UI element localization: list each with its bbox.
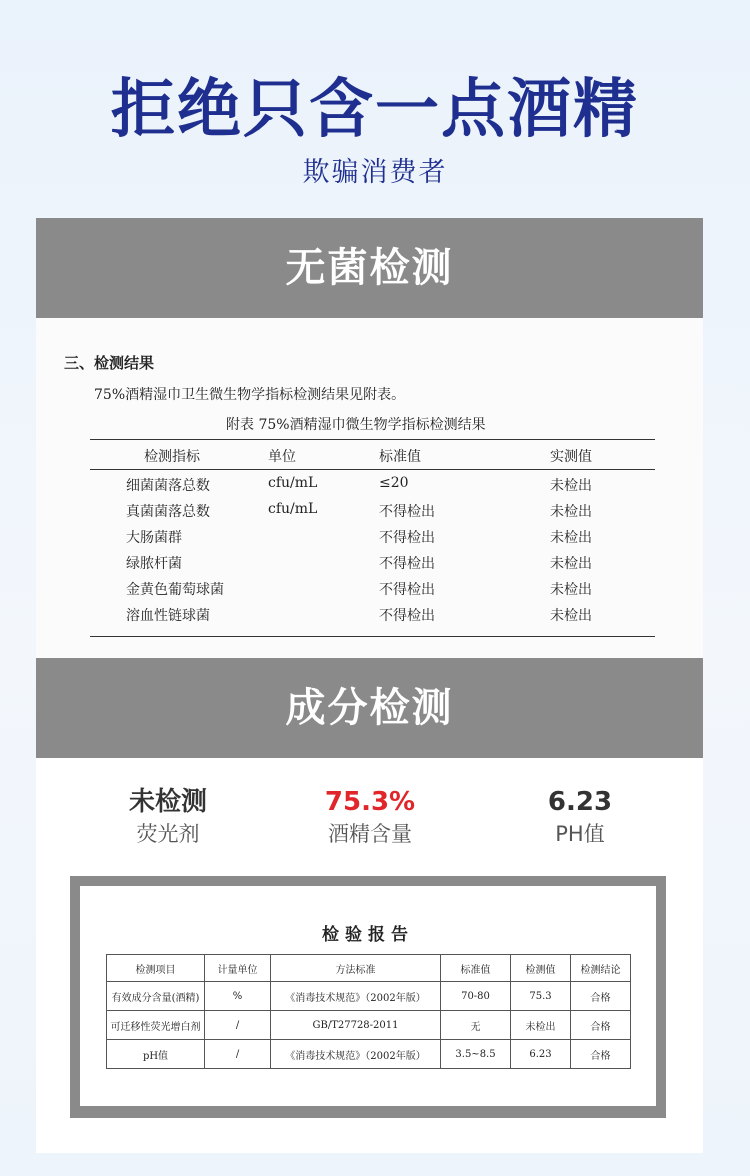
column-header: 标准值	[379, 449, 421, 465]
table-cell: 可迁移性荧光增白剂	[107, 1011, 205, 1040]
column-header: 计量单位	[205, 955, 271, 982]
micro-table-header	[90, 442, 655, 468]
table-cell: 未检出	[550, 504, 592, 520]
column-header: 检测值	[511, 955, 571, 982]
inspection-table-body	[107, 982, 631, 1069]
inspection-table	[106, 954, 631, 1069]
stat-label: PH值	[555, 822, 605, 846]
inspection-report-frame	[70, 876, 666, 1118]
column-header: 方法标准	[271, 955, 441, 982]
table-cell: 不得检出	[379, 530, 435, 546]
hero-title: 拒绝只含一点酒精	[111, 73, 639, 147]
table-cell: 不得检出	[379, 556, 435, 572]
column-header: 实测值	[550, 449, 592, 465]
table-cell: 真菌菌落总数	[126, 504, 210, 520]
inspection-table-row	[107, 1040, 631, 1069]
table-cell: 3.5~8.5	[441, 1040, 511, 1069]
content-card	[36, 218, 703, 1153]
table-cell: cfu/mL	[268, 475, 318, 491]
table-cell: 金黄色葡萄球菌	[126, 582, 224, 598]
column-header: 检测指标	[144, 449, 200, 465]
table-cell: %	[205, 982, 271, 1011]
stat-label: 酒精含量	[328, 822, 412, 846]
table-cell: pH值	[107, 1040, 205, 1069]
table-cell: 未检出	[550, 556, 592, 572]
table-cell: 无	[441, 1011, 511, 1040]
table-cell: 有效成分含量(酒精)	[107, 982, 205, 1011]
table-cell: /	[205, 1040, 271, 1069]
micro-table-row	[90, 471, 655, 497]
micro-table-row	[90, 523, 655, 549]
stat-value: 75.3%	[324, 787, 416, 817]
micro-table-row	[90, 549, 655, 575]
table-cell: 不得检出	[379, 608, 435, 624]
stat-ph-value	[480, 786, 680, 848]
report-table-caption: 附表 75%酒精湿巾微生物学指标检测结果	[226, 417, 486, 433]
hero-subtitle: 欺骗消费者	[302, 157, 448, 188]
inspection-table-row	[107, 982, 631, 1011]
inspection-table-header	[107, 955, 631, 982]
table-cell: 大肠菌群	[126, 530, 182, 546]
table-cell: 未检出	[550, 478, 592, 494]
microbiology-report-scan	[36, 318, 703, 658]
table-cell: 未检出	[550, 530, 592, 546]
column-header: 标准值	[441, 955, 511, 982]
inspection-report-scan	[80, 886, 656, 1106]
micro-table-row	[90, 601, 655, 627]
table-rule-bottom	[90, 636, 655, 637]
stat-label: 荧光剂	[136, 822, 200, 846]
table-cell: 75.3	[511, 982, 571, 1011]
table-cell: 未检出	[550, 582, 592, 598]
stat-fluorescent-agent	[68, 786, 268, 848]
column-header: 单位	[268, 449, 296, 465]
report-intro: 75%酒精湿巾卫生微生物学指标检测结果见附表。	[94, 387, 406, 403]
table-cell: 合格	[571, 1040, 631, 1069]
column-header: 检测结论	[571, 955, 631, 982]
sterility-test-banner: 无菌检测	[36, 218, 703, 318]
table-cell: 70-80	[441, 982, 511, 1011]
table-rule-header	[90, 469, 655, 470]
stat-value: 未检测	[128, 787, 207, 817]
table-cell: ≤20	[379, 475, 409, 491]
stat-value: 6.23	[547, 787, 613, 817]
table-cell: 6.23	[511, 1040, 571, 1069]
report-section-heading: 三、检测结果	[64, 354, 155, 372]
table-cell: 未检出	[511, 1011, 571, 1040]
table-cell: 未检出	[550, 608, 592, 624]
table-cell: 《消毒技术规范》（2002年版）	[271, 1040, 441, 1069]
table-cell: 不得检出	[379, 582, 435, 598]
table-cell: 合格	[571, 1011, 631, 1040]
composition-test-banner: 成分检测	[36, 658, 703, 758]
table-cell: 合格	[571, 982, 631, 1011]
table-cell: /	[205, 1011, 271, 1040]
table-cell: 溶血性链球菌	[126, 608, 210, 624]
table-cell: GB/T27728-2011	[271, 1011, 441, 1040]
table-cell: cfu/mL	[268, 501, 318, 517]
table-cell: 绿脓杆菌	[126, 556, 182, 572]
inspection-table-row	[107, 1011, 631, 1040]
column-header: 检测项目	[107, 955, 205, 982]
table-cell: 《消毒技术规范》（2002年版）	[271, 982, 441, 1011]
table-cell: 细菌菌落总数	[126, 478, 210, 494]
table-cell: 不得检出	[379, 504, 435, 520]
inspection-report-title: 检验报告	[322, 925, 414, 945]
micro-table-row	[90, 497, 655, 523]
stat-alcohol-content	[270, 786, 470, 848]
micro-table-row	[90, 575, 655, 601]
table-rule-top	[90, 439, 655, 440]
